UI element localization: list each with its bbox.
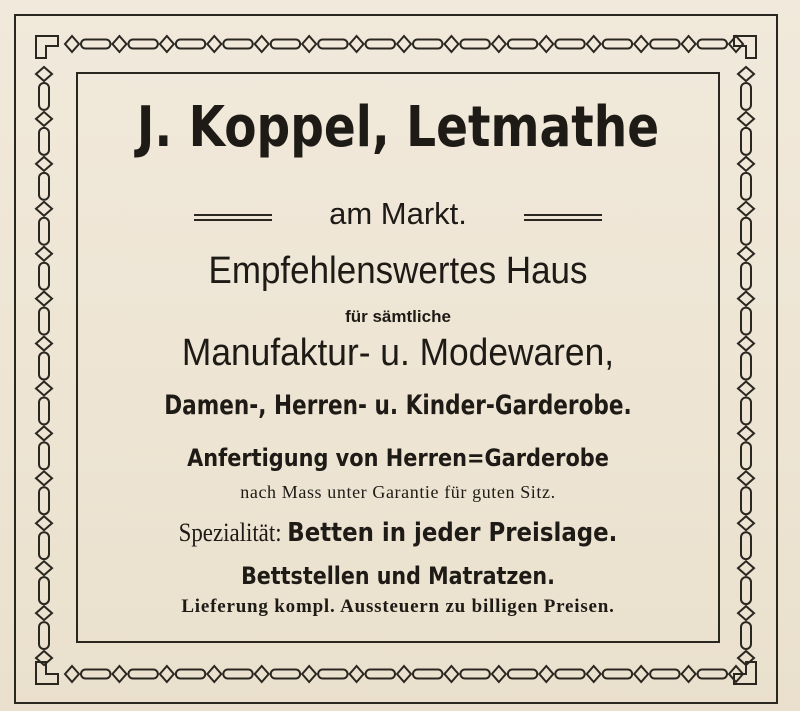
ornament-diamond xyxy=(492,666,506,682)
specialty-text: Betten in jeder Preislage. xyxy=(287,518,618,548)
ornament-diamond xyxy=(738,561,754,575)
ornament-link xyxy=(318,40,347,49)
goods-line: Manufaktur- u. Modewaren, xyxy=(181,332,615,374)
ornament-diamond xyxy=(539,666,553,682)
ornament-diamond xyxy=(682,666,696,682)
corner-ornament-top-left xyxy=(36,36,58,58)
ornament-link xyxy=(366,670,395,679)
ornament-link xyxy=(39,532,49,559)
ornament-diamond xyxy=(738,292,754,306)
ornament-diamond xyxy=(36,561,52,575)
ornament-link xyxy=(741,622,751,649)
ornament-diamond xyxy=(36,112,52,126)
ornament-link xyxy=(39,353,49,380)
ornament-link xyxy=(318,670,347,679)
ornament-link xyxy=(741,263,751,290)
ornament-diamond xyxy=(444,666,458,682)
ornament-link xyxy=(413,670,442,679)
tailoring-line: Anfertigung von Herren=Garderobe xyxy=(187,444,609,472)
ornament-diamond xyxy=(738,67,754,81)
ornament-diamond xyxy=(160,36,174,52)
ornament-link xyxy=(223,670,252,679)
ornament-link xyxy=(741,442,751,469)
ornament-diamond xyxy=(350,666,364,682)
ornament-link xyxy=(39,128,49,155)
delivery-line: Lieferung kompl. Aussteuern zu billigen Preisen. xyxy=(181,596,615,617)
ornament-link xyxy=(81,670,110,679)
ornament-link xyxy=(39,173,49,200)
ornament-diamond xyxy=(302,36,316,52)
ornament-link xyxy=(39,308,49,335)
ornament-diamond xyxy=(738,202,754,216)
ornament-link xyxy=(508,670,537,679)
ornament-link xyxy=(603,40,632,49)
ornament-link xyxy=(460,40,489,49)
clothing-line: Damen-, Herren- u. Kinder-Garderobe. xyxy=(164,390,632,421)
ornament-diamond xyxy=(634,666,648,682)
ornament-link xyxy=(650,40,679,49)
ornament-diamond xyxy=(255,36,269,52)
ornament-link xyxy=(39,218,49,245)
ornament-link xyxy=(128,670,157,679)
subtitle-row xyxy=(76,198,720,238)
ornament-diamond xyxy=(36,67,52,81)
ornament-diamond xyxy=(634,36,648,52)
ornament-diamond xyxy=(207,36,221,52)
ornament-diamond xyxy=(444,36,458,52)
guarantee-line: nach Mass unter Garantie für guten Sitz. xyxy=(240,482,556,502)
ornament-diamond xyxy=(738,337,754,351)
ornament-link xyxy=(741,397,751,424)
ornament-link xyxy=(413,40,442,49)
ornament-link xyxy=(555,40,584,49)
ornament-link xyxy=(741,532,751,559)
ornament-diamond xyxy=(738,606,754,620)
ornament-diamond xyxy=(738,471,754,485)
ornament-diamond xyxy=(36,337,52,351)
ornament-diamond xyxy=(36,606,52,620)
corner-ornament-top-right xyxy=(734,36,756,58)
ornament-link xyxy=(128,40,157,49)
ornament-diamond xyxy=(738,247,754,261)
ornament-diamond xyxy=(738,112,754,126)
ornament-link xyxy=(741,308,751,335)
specialty-lead: Spezialität: xyxy=(178,518,288,547)
ornament-link xyxy=(39,442,49,469)
ornament-diamond xyxy=(397,666,411,682)
ornament-diamond xyxy=(36,426,52,440)
ornament-link xyxy=(698,40,727,49)
ornament-diamond xyxy=(738,516,754,530)
ornament-link xyxy=(39,487,49,514)
ornament-link xyxy=(741,218,751,245)
ornament-left-column xyxy=(36,67,52,665)
ornament-link xyxy=(223,40,252,49)
corner-ornament-bottom-left xyxy=(36,662,58,684)
ornament-link xyxy=(741,83,751,110)
ornament-link xyxy=(741,353,751,380)
ornament-diamond xyxy=(36,247,52,261)
ornament-link xyxy=(271,670,300,679)
ornament-diamond xyxy=(112,666,126,682)
ornament-link xyxy=(650,670,679,679)
ornament-diamond xyxy=(160,666,174,682)
ornament-diamond xyxy=(112,36,126,52)
ornament-link xyxy=(176,40,205,49)
ornament-link xyxy=(39,263,49,290)
ornament-diamond xyxy=(738,157,754,171)
specialty-line xyxy=(115,520,682,546)
ornament-diamond xyxy=(682,36,696,52)
ornament-link xyxy=(555,670,584,679)
ornament-diamond xyxy=(36,202,52,216)
ornament-bottom-row xyxy=(65,666,743,682)
ornament-diamond xyxy=(587,36,601,52)
ornament-diamond xyxy=(492,36,506,52)
ornament-diamond xyxy=(255,666,269,682)
advert-title: J. Koppel, Letmathe xyxy=(136,95,660,160)
ornament-link xyxy=(741,487,751,514)
ornament-diamond xyxy=(539,36,553,52)
ornament-link xyxy=(460,670,489,679)
advert-subtitle: am Markt. xyxy=(329,196,467,231)
ornament-diamond xyxy=(738,381,754,395)
ornament-link xyxy=(741,173,751,200)
ornament-link xyxy=(741,128,751,155)
ornament-link xyxy=(81,40,110,49)
ornament-link xyxy=(176,670,205,679)
ornament-diamond xyxy=(36,471,52,485)
ornament-link xyxy=(271,40,300,49)
ornament-link xyxy=(508,40,537,49)
ornament-diamond xyxy=(65,36,79,52)
ornament-diamond xyxy=(302,666,316,682)
ornament-diamond xyxy=(738,426,754,440)
ornament-diamond xyxy=(36,157,52,171)
ornament-right-column xyxy=(738,67,754,665)
ornament-link xyxy=(39,397,49,424)
ornament-link xyxy=(39,577,49,604)
ornament-link xyxy=(603,670,632,679)
beds-line: Bettstellen und Matratzen. xyxy=(241,562,555,590)
double-rule-right xyxy=(524,214,602,221)
ornament-diamond xyxy=(207,666,221,682)
ornament-diamond xyxy=(397,36,411,52)
ornament-link xyxy=(39,622,49,649)
small-line: für sämtliche xyxy=(345,307,451,326)
ornament-diamond xyxy=(36,516,52,530)
ornament-link xyxy=(698,670,727,679)
ornament-diamond xyxy=(729,36,743,52)
ornament-diamond xyxy=(587,666,601,682)
headline: Empfehlenswertes Haus xyxy=(208,250,588,292)
ornament-link xyxy=(366,40,395,49)
ornament-link xyxy=(741,577,751,604)
ornament-top-row xyxy=(65,36,743,52)
ornament-link xyxy=(39,83,49,110)
ornament-diamond xyxy=(36,381,52,395)
ornament-diamond xyxy=(65,666,79,682)
ornament-diamond xyxy=(350,36,364,52)
ornament-diamond xyxy=(36,292,52,306)
